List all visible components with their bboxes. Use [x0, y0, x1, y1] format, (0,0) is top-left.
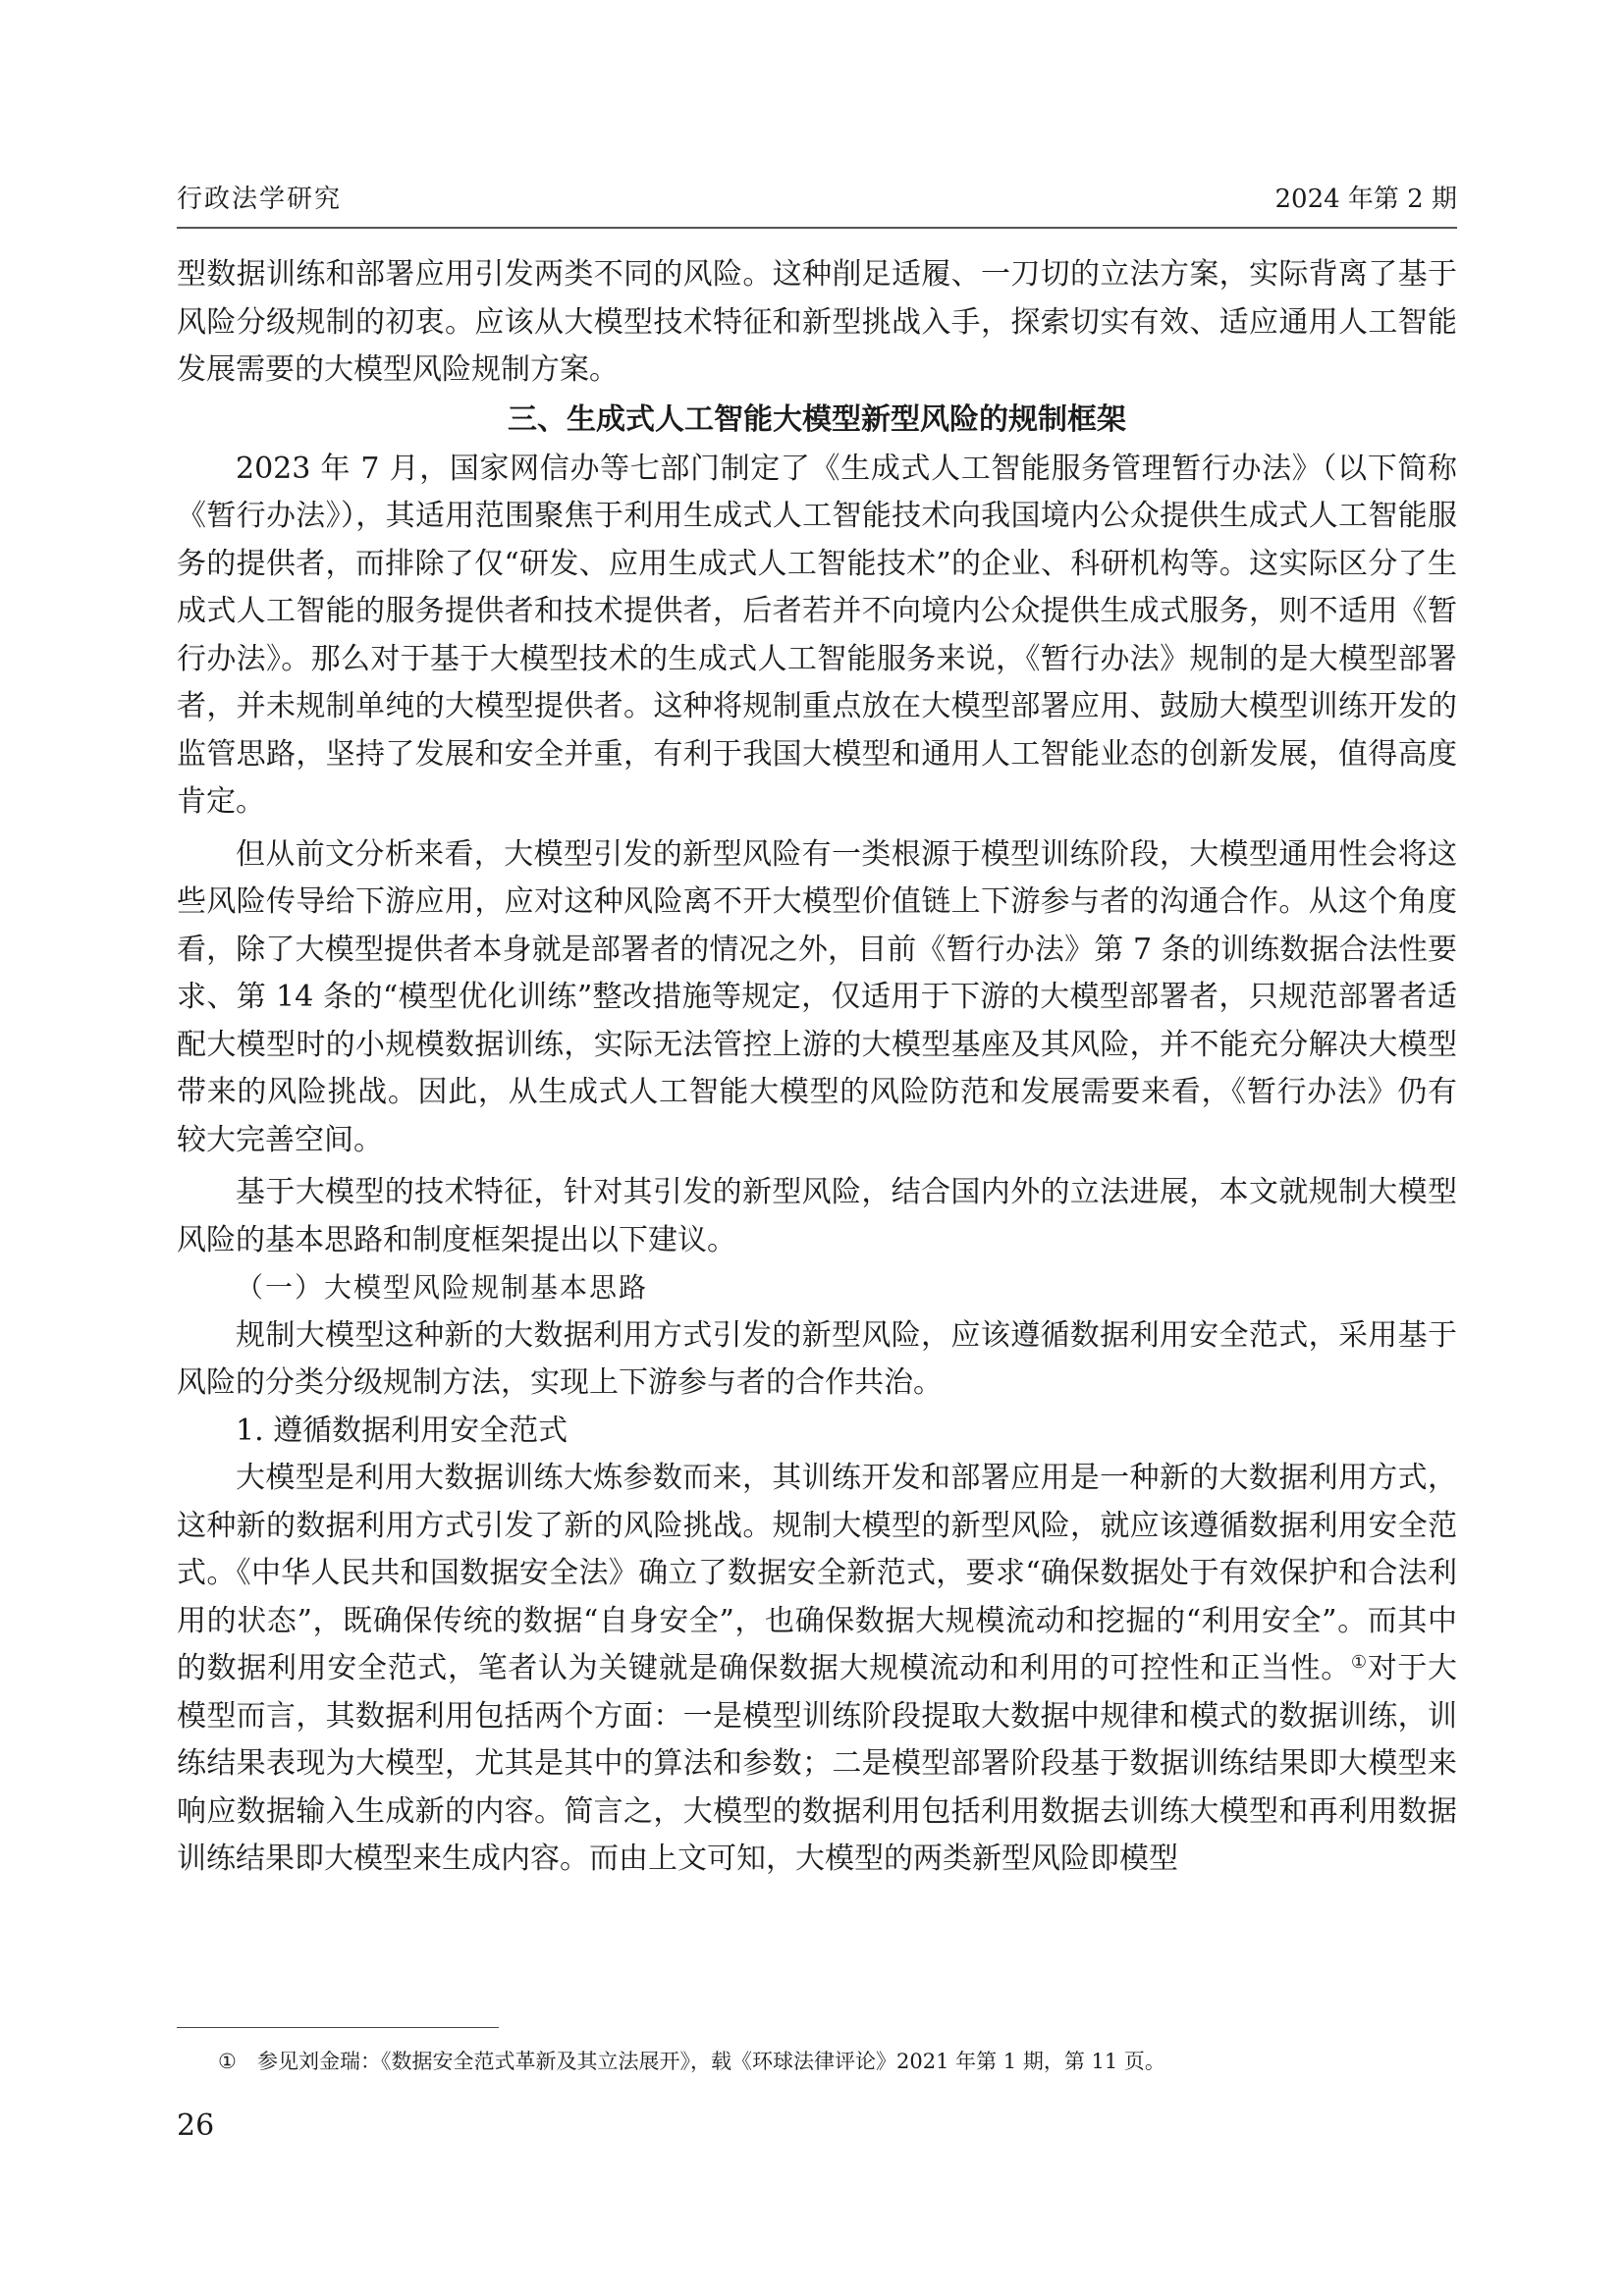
paragraph-text: 大模型是利用大数据训练大炼参数而来，其训练开发和部署应用是一种新的大数据利用方式，这种新的数据利用方式引发了新的风险挑战。规制大模型的新型风险，就应该遵循数据利用安全范式。《中华人民共和国数据安全法》确立了数据安全新范式，要求“确保数据处于有效保护和合法利用的状态”，既确保传统的数据“自身安全”，也确保数据大规模流动和挖掘的“利用安全”。而其中的数据利用安全范式，笔者认为关键就是确保数据大规模流动和利用的可控性和正当性。	[177, 1461, 1457, 1685]
issue-label: 2024 年第 2 期	[1274, 185, 1457, 214]
numbered-heading: 1. 遵循数据利用安全范式	[236, 1413, 568, 1448]
article-body	[177, 251, 1457, 1884]
subsection-heading: （一）大模型风险规制基本思路	[236, 1271, 649, 1304]
running-header	[177, 180, 1457, 219]
footnote-text: 参见刘金瑞：《数据安全范式革新及其立法展开》，载《环球法律评论》2021 年第 1 期，第 11 页。	[257, 2050, 1165, 2073]
paragraph: 基于大模型的技术特征，针对其引发的新型风险，结合国内外的立法进展，本文就规制大模型风险的基本思路和制度框架提出以下建议。	[177, 1175, 1457, 1257]
footnote	[218, 2047, 1457, 2076]
paragraph: 2023 年 7 月，国家网信办等七部门制定了《生成式人工智能服务管理暂行办法》（以下简称《暂行办法》），其适用范围聚焦于利用生成式人工智能技术向我国境内公众提供生成式人工智能服务的提供者，而排除了仅“研发、应用生成式人工智能技术”的企业、科研机构等。这实际区分了生成式人工智能的服务提供者和技术提供者，后者若并不向境内公众提供生成式服务，则不适用《暂行办法》。那么对于基于大模型技术的生成式人工智能服务来说，《暂行办法》规制的是大模型部署者，并未规制单纯的大模型提供者。这种将规制重点放在大模型部署应用、鼓励大模型训练开发的监管思路，坚持了发展和安全并重，有利于我国大模型和通用人工智能业态的创新发展，值得高度肯定。	[177, 451, 1457, 819]
journal-title: 行政法学研究	[177, 185, 343, 214]
footnote-mark: ①	[218, 2050, 237, 2073]
header-divider	[177, 227, 1457, 229]
paragraph-with-footnote	[177, 1455, 1457, 1884]
section-heading: 三、生成式人工智能大模型新型风险的规制框架	[508, 401, 1126, 437]
paragraph-continued: 型数据训练和部署应用引发两类不同的风险。这种削足适履、一刀切的立法方案，实际背离了基于风险分级规制的初衷。应该从大模型技术特征和新型挑战入手，探索切实有效、适应通用人工智能发展需要的大模型风险规制方案。	[177, 257, 1457, 387]
paragraph: 规制大模型这种新的大数据利用方式引发的新型风险，应该遵循数据利用安全范式，采用基于风险的分类分级规制方法，实现上下游参与者的合作共治。	[177, 1317, 1457, 1400]
footnote-divider	[177, 2027, 499, 2028]
paragraph-text: 对于大模型而言，其数据利用包括两个方面：一是模型训练阶段提取大数据中规律和模式的数据训练，训练结果表现为大模型，尤其是其中的算法和参数；二是模型部署阶段基于数据训练结果即大模型来响应数据输入生成新的内容。简言之，大模型的数据利用包括利用数据去训练大模型和再利用数据训练结果即大模型来生成内容。而由上文可知，大模型的两类新型风险即模型	[177, 1651, 1458, 1876]
paragraph: 但从前文分析来看，大模型引发的新型风险有一类根源于模型训练阶段，大模型通用性会将这些风险传导给下游应用，应对这种风险离不开大模型价值链上下游参与者的沟通合作。从这个角度看，除了大模型提供者本身就是部署者的情况之外，目前《暂行办法》第 7 条的训练数据合法性要求、第 14 条的“模型优化训练”整改措施等规定，仅适用于下游的大模型部署者，只规范部署者适配大模型时的小规模数据训练，实际无法管控上游的大模型基座及其风险，并不能充分解决大模型带来的风险挑战。因此，从生成式人工智能大模型的风险防范和发展需要来看，《暂行办法》仍有较大完善空间。	[177, 836, 1457, 1157]
page-number: 26	[177, 2109, 215, 2143]
footnote-reference[interactable]: ①	[1350, 1652, 1368, 1673]
